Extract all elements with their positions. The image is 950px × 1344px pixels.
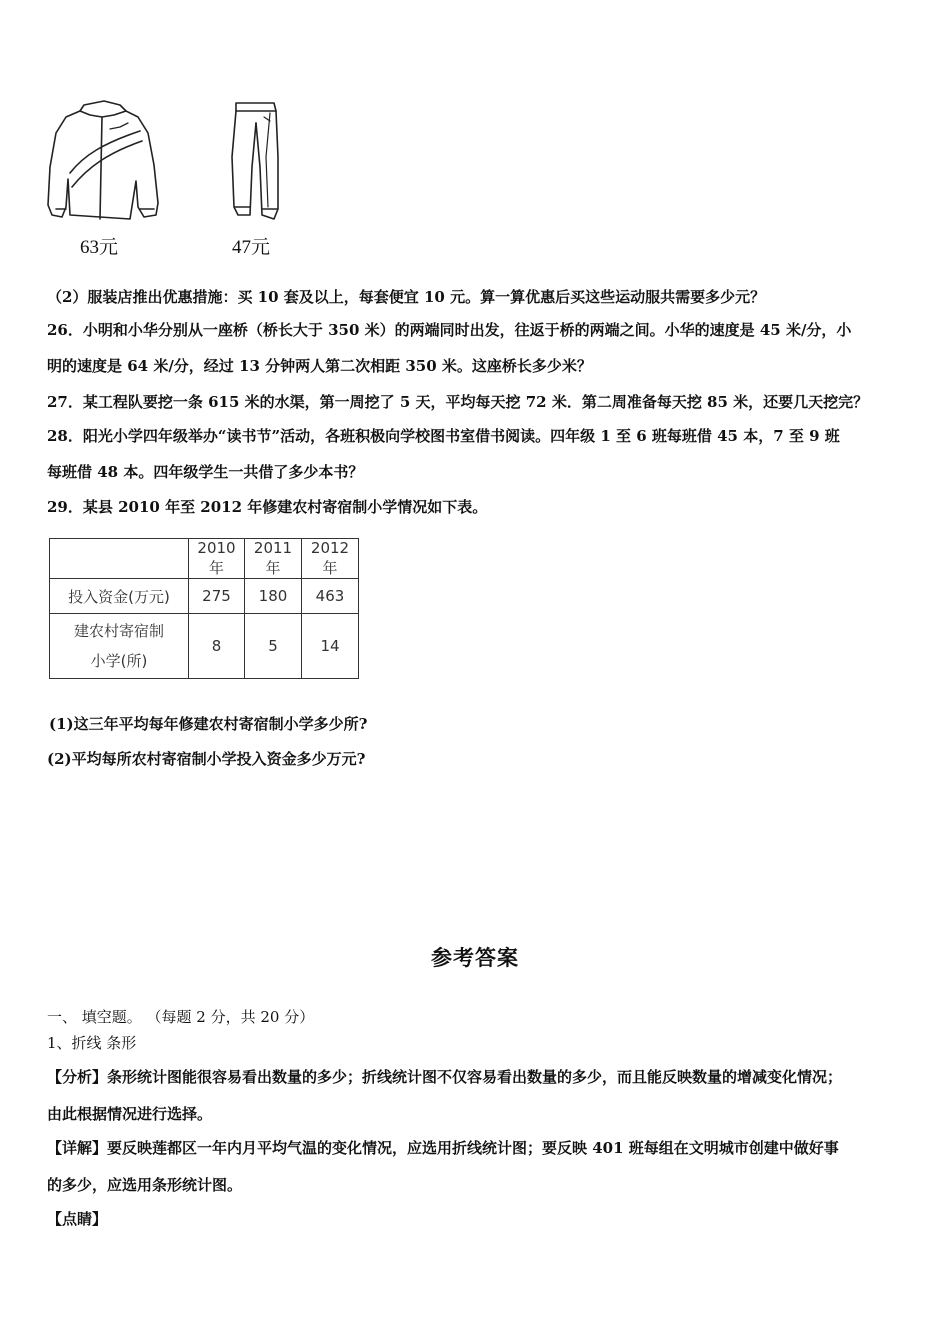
table-cell: 463 — [302, 579, 359, 614]
question-29: 29．某县 2010 年至 2012 年修建农村寄宿制小学情况如下表。 — [47, 498, 488, 516]
table-row-label-line1: 建农村寄宿制 — [73, 622, 164, 640]
table-row-label — [50, 614, 189, 679]
table-row — [50, 579, 359, 614]
table-cell: 5 — [245, 614, 302, 679]
answer-title: 参考答案 — [431, 945, 519, 970]
table-header-cell: 2010 年 — [189, 539, 245, 579]
school-construction-table — [49, 538, 359, 679]
jacket-illustration — [44, 97, 162, 225]
table-cell: 14 — [302, 614, 359, 679]
pants-illustration — [226, 97, 286, 225]
question-28-line2: 每班借 48 本。四年级学生一共借了多少本书？ — [47, 463, 364, 481]
analysis-line1: 【分析】条形统计图能很容易看出数量的多少；折线统计图不仅容易看出数量的多少，而且能反映数量的增减变化情况； — [47, 1068, 843, 1086]
table-header-cell — [50, 539, 189, 579]
question-26-line1: 26．小明和小华分别从一座桥（桥长大于 350 米）的两端同时出发，往返于桥的两端之间。小华的速度是 45 米/分，小 — [47, 321, 852, 339]
question-27: 27．某工程队要挖一条 615 米的水渠，第一周挖了 5 天，平均每天挖 72 米．第二周准备每天挖 85 米，还要几天挖完？ — [47, 393, 869, 411]
table-cell: 8 — [189, 614, 245, 679]
question-25-2: （2）服装店推出优惠措施：买 10 套及以上，每套便宜 10 元。算一算优惠后买这些运动服共需要多少元？ — [47, 288, 766, 306]
jacket-price: 63元 — [80, 237, 119, 258]
analysis-line2: 由此根据情况进行选择。 — [47, 1105, 213, 1123]
table-row-label: 投入资金(万元) — [50, 579, 189, 614]
question-29-1: (1)这三年平均每年修建农村寄宿制小学多少所? — [49, 715, 368, 733]
table-cell: 275 — [189, 579, 245, 614]
detail-line1: 【详解】要反映莲都区一年内月平均气温的变化情况，应选用折线统计图；要反映 401 班每组在文明城市创建中做好事 — [47, 1139, 839, 1157]
section-heading: 一、 填空题。 （每题 2 分，共 20 分） — [47, 1008, 315, 1026]
question-26-line2: 明的速度是 64 米/分，经过 13 分钟两人第二次相距 350 米。这座桥长多少米？ — [47, 357, 592, 375]
table-header-cell: 2012 年 — [302, 539, 359, 579]
pants-price: 47元 — [232, 237, 271, 258]
table-row — [50, 614, 359, 679]
question-28-line1: 28．阳光小学四年级举办“读书节”活动，各班积极向学校图书室借书阅读。四年级 1 至 6 班每班借 45 本，7 至 9 班 — [47, 427, 840, 445]
answer-1: 1、折线 条形 — [47, 1034, 137, 1052]
dianjing-label: 【点睛】 — [47, 1210, 108, 1228]
table-header-row — [50, 539, 359, 579]
table-header-cell: 2011 年 — [245, 539, 302, 579]
question-29-2: (2)平均每所农村寄宿制小学投入资金多少万元? — [47, 750, 366, 768]
detail-line2: 的多少，应选用条形统计图。 — [47, 1176, 243, 1194]
table-cell: 180 — [245, 579, 302, 614]
table-row-label-line2: 小学(所) — [90, 652, 148, 670]
